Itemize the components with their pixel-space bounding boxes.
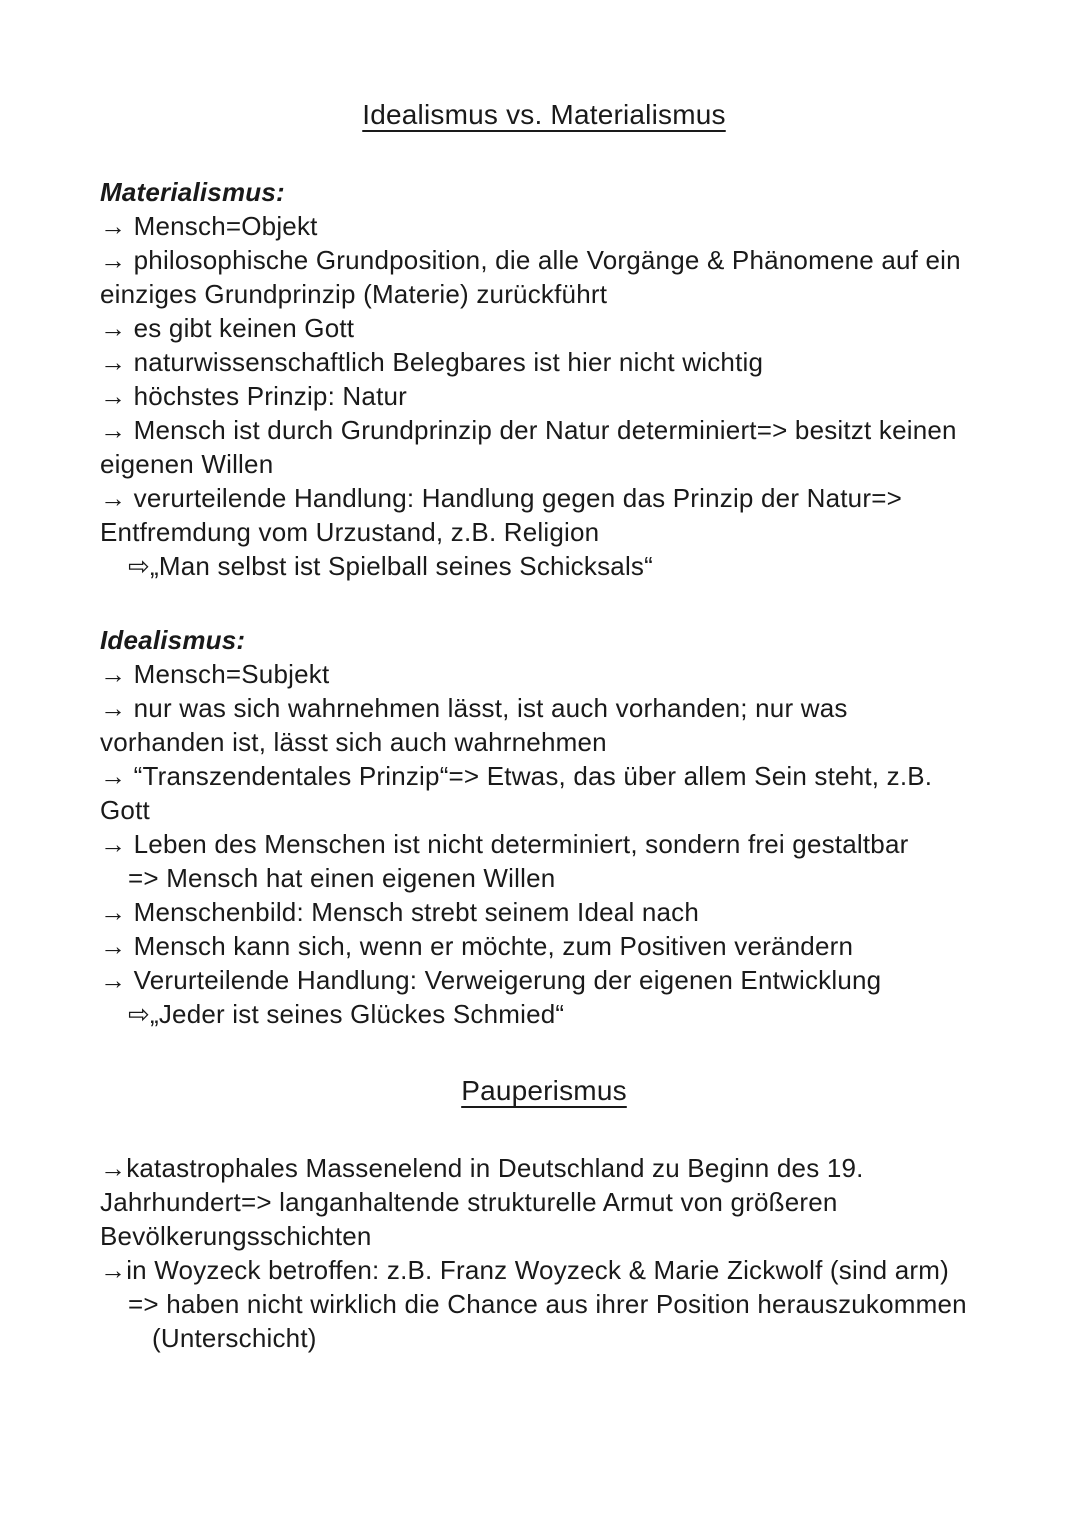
text-line: → höchstes Prinzip: Natur (100, 381, 408, 411)
text-line: (Unterschicht) (152, 1323, 317, 1353)
section-heading: Materialismus: (100, 177, 285, 207)
text-line: Gott (100, 795, 150, 825)
text-line: Bevölkerungsschichten (100, 1221, 372, 1251)
text-line: => haben nicht wirklich die Chance aus ihrer Position herauszukommen (128, 1289, 967, 1319)
text-line: → es gibt keinen Gott (100, 313, 355, 343)
text-line: → verurteilende Handlung: Handlung gegen das Prinzip der Natur=> (100, 483, 902, 513)
text-line: → Verurteilende Handlung: Verweigerung der eigenen Entwicklung (100, 965, 882, 995)
text-line: → Mensch ist durch Grundprinzip der Natur determiniert=> besitzt keinen (100, 415, 957, 445)
text-line: →in Woyzeck betroffen: z.B. Franz Woyzeck & Marie Zickwolf (sind arm) (100, 1255, 949, 1285)
blank-line (100, 1111, 988, 1151)
document-title-text: Idealismus vs. Materialismus (362, 99, 726, 130)
section-title-text: Pauperismus (461, 1075, 627, 1106)
text-line: → Mensch=Subjekt (100, 659, 330, 689)
text-line: → Mensch=Objekt (100, 211, 318, 241)
text-line: → Menschenbild: Mensch strebt seinem Ideal nach (100, 897, 700, 927)
text-line: → Mensch kann sich, wenn er möchte, zum Positiven verändern (100, 931, 854, 961)
section-heading: Idealismus: (100, 625, 246, 655)
text-line: => Mensch hat einen eigenen Willen (128, 863, 556, 893)
text-line: →katastrophales Massenelend in Deutschland zu Beginn des 19. (100, 1153, 864, 1183)
text-line: → “Transzendentales Prinzip“=> Etwas, das über allem Sein steht, z.B. (100, 761, 933, 791)
section-title (100, 1071, 988, 1111)
document-title (100, 95, 988, 135)
quote-line: ⇨„Jeder ist seines Glückes Schmied“ (128, 999, 565, 1029)
text-line: → naturwissenschaftlich Belegbares ist hier nicht wichtig (100, 347, 764, 377)
text-line: eigenen Willen (100, 449, 274, 479)
text-line: einziges Grundprinzip (Materie) zurückführt (100, 279, 608, 309)
blank-line (100, 1031, 988, 1071)
quote-line: ⇨„Man selbst ist Spielball seines Schicksals“ (128, 551, 653, 581)
text-line: → nur was sich wahrnehmen lässt, ist auch vorhanden; nur was (100, 693, 848, 723)
text-line: Entfremdung vom Urzustand, z.B. Religion (100, 517, 600, 547)
text-line: Jahrhundert=> langanhaltende strukturelle Armut von größeren (100, 1187, 838, 1217)
blank-line (100, 583, 988, 623)
text-line: → philosophische Grundposition, die alle Vorgänge & Phänomene auf ein (100, 245, 961, 275)
text-line: vorhanden ist, lässt sich auch wahrnehmen (100, 727, 607, 757)
text-line: → Leben des Menschen ist nicht determiniert, sondern frei gestaltbar (100, 829, 909, 859)
blank-line (100, 135, 988, 175)
